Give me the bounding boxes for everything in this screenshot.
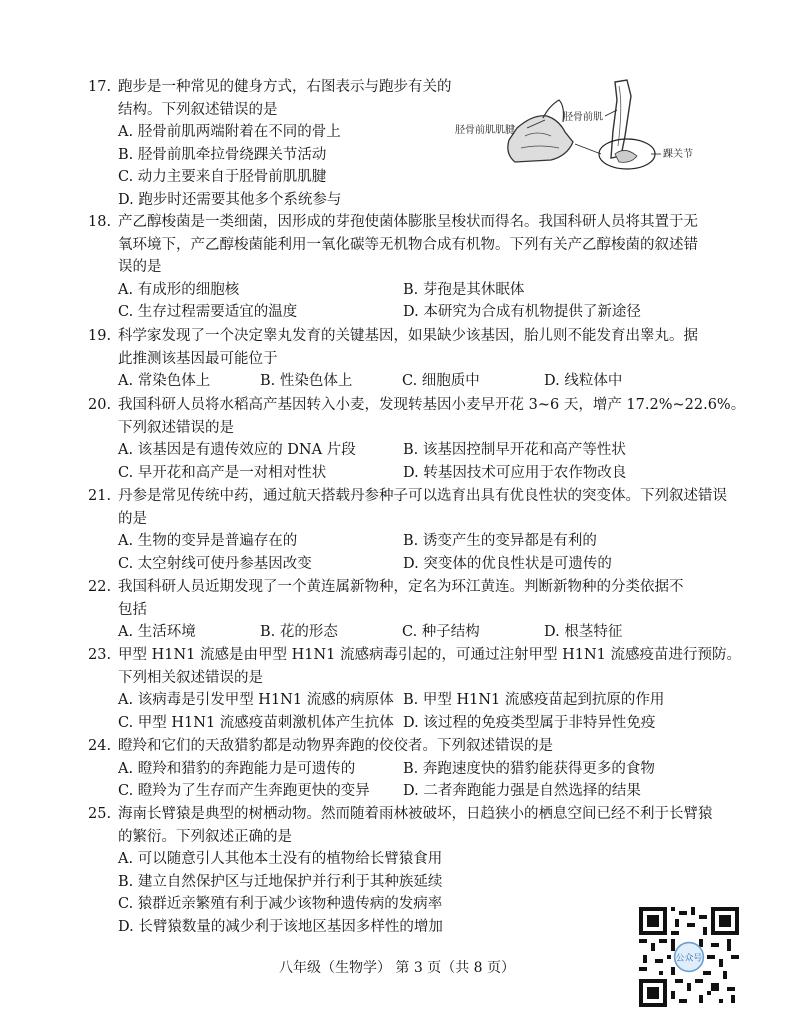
option-a: A. 生活环境 bbox=[118, 624, 196, 641]
option-c: C. 太空射线可使丹参基因改变 bbox=[118, 555, 312, 572]
option-d: D. 二者奔跑能力强是自然选择的结果 bbox=[403, 783, 641, 800]
option-c: C. 猿群近亲繁殖有利于减少该物种遗传病的发病率 bbox=[118, 896, 443, 913]
option-b: B. 花的形态 bbox=[260, 624, 338, 641]
question-number: 20. bbox=[88, 397, 112, 413]
question-text: 我国科研人员近期发现了一个黄连属新物种，定名为环江黄连。判断新物种的分类依据不 bbox=[118, 579, 684, 595]
option-c: C. 早开花和高产是一对相对性状 bbox=[118, 464, 327, 481]
qr-logo-text: 公众号 bbox=[675, 953, 703, 964]
question-23 bbox=[88, 644, 742, 734]
leg-anatomy-figure bbox=[455, 76, 717, 191]
option-b: B. 性染色体上 bbox=[260, 373, 353, 390]
question-text: 下列相关叙述错误的是 bbox=[118, 669, 263, 686]
question-25 bbox=[88, 803, 718, 939]
option-a: A. 有成形的细胞核 bbox=[118, 281, 240, 298]
option-c: C. 种子结构 bbox=[402, 624, 480, 641]
option-c: C. 瞪羚为了生存而产生奔跑更快的变异 bbox=[118, 783, 370, 800]
question-number: 19. bbox=[88, 328, 112, 344]
question-number: 25. bbox=[88, 806, 112, 822]
option-a: A. 生物的变异是普遍存在的 bbox=[118, 533, 298, 550]
option-b: B. 诱变产生的变异都是有利的 bbox=[403, 533, 597, 550]
option-d: D. 跑步时还需要其他多个系统参与 bbox=[118, 191, 342, 208]
option-a: A. 胫骨前肌两端附着在不同的骨上 bbox=[118, 124, 341, 141]
option-b: B. 芽孢是其休眠体 bbox=[403, 281, 525, 298]
question-text: 误的是 bbox=[118, 259, 162, 276]
question-19 bbox=[88, 325, 718, 393]
option-c: C. 动力主要来自于胫骨前肌肌腱 bbox=[118, 169, 327, 186]
label-tendon: 胫骨前肌肌腱 bbox=[455, 125, 515, 136]
page-footer: 八年级（生物学） 第 3 页（共 8 页） bbox=[278, 960, 516, 976]
question-18 bbox=[88, 211, 718, 324]
option-d: D. 线粒体中 bbox=[544, 373, 623, 390]
question-text: 产乙醇梭菌是一类细菌，因形成的芽孢使菌体膨胀呈梭状而得名。我国科研人员将其置于无 bbox=[118, 214, 698, 230]
option-b: B. 甲型 H1N1 流感疫苗起到抗原的作用 bbox=[403, 692, 665, 709]
option-a: A. 常染色体上 bbox=[118, 373, 211, 390]
option-a: A. 该病毒是引发甲型 H1N1 流感的病原体 bbox=[118, 692, 394, 709]
option-a: A. 该基因是有遗传效应的 DNA 片段 bbox=[118, 442, 356, 459]
question-24 bbox=[88, 735, 718, 803]
option-b: B. 建立自然保护区与迁地保护并行利于其种族延续 bbox=[118, 873, 443, 890]
option-c: C. 生存过程需要适宜的温度 bbox=[118, 304, 298, 321]
question-number: 24. bbox=[88, 738, 112, 754]
option-a: A. 可以随意引人其他本土没有的植物给长臂猿食用 bbox=[118, 851, 443, 868]
question-text: 的繁衍。下列叙述正确的是 bbox=[118, 828, 292, 845]
option-b: B. 该基因控制早开花和高产等性状 bbox=[403, 442, 626, 459]
question-text: 此推测该基因最可能位于 bbox=[118, 350, 278, 367]
option-b: B. 奔跑速度快的猎豹能获得更多的食物 bbox=[403, 760, 655, 777]
option-c: C. 甲型 H1N1 流感疫苗刺激机体产生抗体 bbox=[118, 714, 394, 731]
option-b: B. 胫骨前肌牵拉骨绕踝关节活动 bbox=[118, 146, 327, 163]
question-number: 23. bbox=[88, 647, 112, 663]
question-text: 科学家发现了一个决定睾丸发育的关键基因，如果缺少该基因，胎儿则不能发育出睾丸。据 bbox=[118, 328, 698, 344]
question-21 bbox=[88, 485, 727, 575]
question-number: 18. bbox=[88, 214, 112, 230]
question-text: 瞪羚和它们的天敌猎豹都是动物界奔跑的佼佼者。下列叙述错误的是 bbox=[118, 738, 553, 754]
option-d: D. 长臂猿数量的减少利于该地区基因多样性的增加 bbox=[118, 918, 443, 935]
label-muscle: 胫骨前肌 bbox=[563, 112, 603, 123]
question-text: 包括 bbox=[118, 601, 147, 618]
label-joint: 踝关节 bbox=[663, 149, 693, 160]
question-22 bbox=[88, 576, 718, 644]
question-text: 我国科研人员将水稻高产基因转入小麦，发现转基因小麦早开花 3~6 天，增产 17.2%~22.6%。 bbox=[118, 397, 746, 413]
question-number: 17. bbox=[88, 79, 112, 95]
option-d: D. 突变体的优良性状是可遗传的 bbox=[403, 555, 612, 572]
question-text: 的是 bbox=[118, 510, 147, 527]
option-d: D. 转基因技术可应用于农作物改良 bbox=[403, 464, 627, 481]
question-text: 下列叙述错误的是 bbox=[118, 419, 234, 436]
option-d: D. 根茎特征 bbox=[544, 624, 623, 641]
question-text: 海南长臂猿是典型的树栖动物。然而随着雨林被破坏，日趋狭小的栖息空间已经不利于长臂猿 bbox=[118, 806, 713, 822]
question-text: 结构。下列叙述错误的是 bbox=[118, 101, 278, 118]
option-a: A. 瞪羚和猎豹的奔跑能力是可遗传的 bbox=[118, 760, 356, 777]
question-text: 甲型 H1N1 流感是由甲型 H1N1 流感病毒引起的，可通过注射甲型 H1N1 流感疫苗进行预防。 bbox=[118, 647, 742, 663]
option-d: D. 本研究为合成有机物提供了新途径 bbox=[403, 304, 641, 321]
question-text: 丹参是常见传统中药，通过航天搭载丹参种子可以选育出具有优良性状的突变体。下列叙述错误 bbox=[118, 488, 727, 504]
tibia-bone bbox=[611, 80, 631, 158]
question-20 bbox=[88, 394, 746, 484]
option-d: D. 该过程的免疫类型属于非特异性免疫 bbox=[403, 714, 656, 731]
option-c: C. 细胞质中 bbox=[402, 373, 480, 390]
question-number: 22. bbox=[88, 579, 112, 595]
question-text: 氧环境下，产乙醇梭菌能利用一氧化碳等无机物合成有机物。下列有关产乙醇梭菌的叙述错 bbox=[118, 236, 698, 253]
question-number: 21. bbox=[88, 488, 112, 504]
question-text: 跑步是一种常见的健身方式，右图表示与跑步有关的 bbox=[118, 79, 452, 95]
